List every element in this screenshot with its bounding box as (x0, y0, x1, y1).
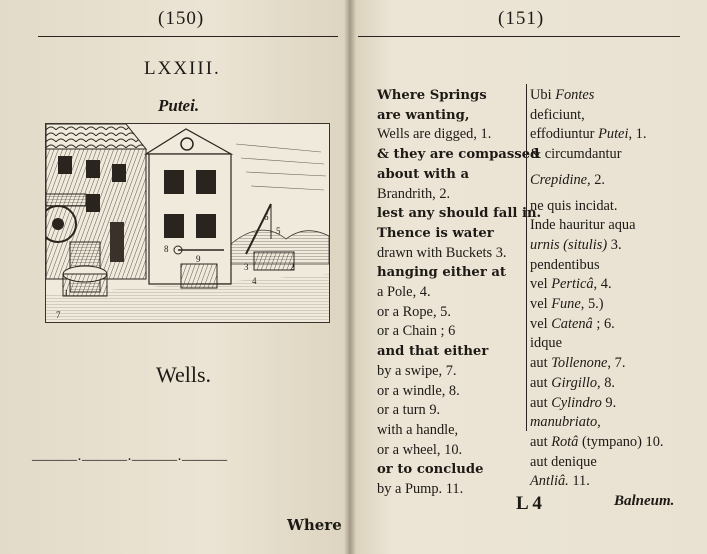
latin-line: deficiunt, (530, 106, 585, 123)
english-line: Thence is water (377, 225, 494, 241)
latin-line: aut Rotâ (tympano) 10. (530, 433, 664, 450)
plate-mark: 4 (252, 276, 257, 286)
plate-mark: 3 (244, 262, 249, 272)
latin-line: aut denique (530, 453, 597, 470)
english-line: or a wheel, 10. (377, 441, 463, 458)
latin-line: vel Perticâ, 4. (530, 276, 612, 293)
catchword: Where (287, 516, 342, 534)
latin-line: ne quis incidat. (530, 197, 618, 214)
english-line: a Pole, 4. (377, 284, 431, 301)
plate-mark: 9 (196, 254, 201, 264)
english-line: & they are compassed (377, 147, 540, 163)
latin-column (530, 86, 664, 492)
gutter-shadow (344, 0, 356, 554)
column-divider (526, 84, 527, 431)
right-header-rule (358, 36, 680, 37)
plate-mark: 8 (164, 244, 169, 254)
latin-line: aut Girgillo, 8. (530, 374, 616, 391)
english-line: by a Pump. 11. (377, 481, 464, 498)
english-line: or to conclude (377, 462, 484, 478)
left-page (0, 0, 350, 554)
woodcut-illustration (45, 123, 330, 323)
latin-line: manubriato, (530, 414, 601, 431)
latin-title: Putei. (158, 96, 200, 115)
latin-line: pendentibus (530, 256, 600, 273)
english-caption: Wells. (156, 362, 212, 387)
decorative-dashes: ———·———·———·——— (32, 452, 227, 468)
english-line: hanging either at (377, 265, 506, 281)
right-page-number: (151) (498, 8, 545, 29)
english-line: and that either (377, 344, 489, 360)
well-engraving (46, 124, 329, 322)
english-line: Where Springs (377, 88, 487, 103)
left-page-number: (150) (158, 8, 205, 29)
catchword-right: Balneum. (614, 493, 675, 509)
latin-line: aut Tollenone, 7. (530, 355, 626, 372)
latin-line: urnis (situlis) 3. (530, 236, 622, 253)
plate-mark: 6 (264, 212, 269, 222)
latin-line: Crepidine, 2. (530, 171, 606, 188)
latin-line: Antliâ. 11. (530, 473, 590, 490)
english-line: Wells are digged, 1. (377, 126, 492, 143)
latin-line: Inde hauritur aqua (530, 217, 636, 234)
plate-mark: 2 (290, 262, 295, 272)
plate-mark: 1 (64, 288, 69, 298)
plate-mark: 7 (56, 310, 61, 320)
english-line: or a windle, 8. (377, 382, 460, 399)
latin-line: Ubi Fontes (530, 87, 595, 103)
english-line: or a Rope, 5. (377, 303, 451, 320)
english-line: with a handle, (377, 421, 459, 438)
left-header-rule (38, 36, 338, 37)
latin-line: vel Fune, 5.) (530, 296, 604, 313)
latin-line: vel Catenâ ; 6. (530, 315, 615, 332)
english-line: by a swipe, 7. (377, 362, 457, 379)
english-line: lest any should fall in. (377, 206, 542, 222)
signature-mark: L 4 (516, 493, 542, 514)
latin-line: & circumdantur (530, 146, 622, 163)
english-line: are wanting, (377, 107, 470, 123)
latin-line: aut Cylindro 9. (530, 394, 617, 411)
english-line: or a turn 9. (377, 402, 441, 419)
chapter-number: LXXIII. (144, 58, 221, 79)
latin-line: effodiuntur Putei, 1. (530, 126, 647, 143)
english-line: Brandrith, 2. (377, 185, 451, 202)
english-line: or a Chain ; 6 (377, 323, 456, 340)
english-line: drawn with Buckets 3. (377, 244, 507, 261)
english-line: about with a (377, 166, 470, 182)
english-column (377, 86, 541, 500)
plate-mark: 5 (276, 226, 281, 236)
latin-line: idque (530, 335, 562, 352)
